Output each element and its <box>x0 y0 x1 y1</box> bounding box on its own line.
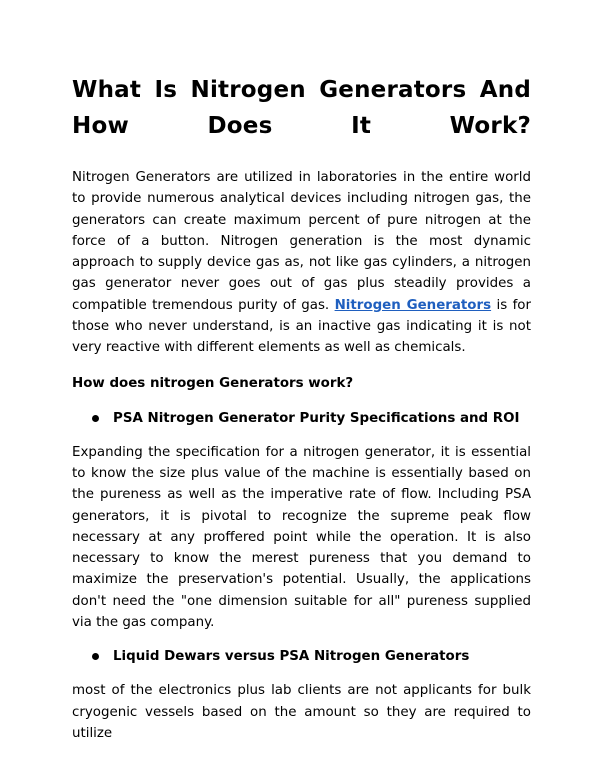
bullet-label: PSA Nitrogen Generator Purity Specifications and ROI <box>113 410 520 426</box>
bullet-item-psa-purity <box>72 408 531 429</box>
bullet-label: Liquid Dewars versus PSA Nitrogen Generators <box>113 649 470 665</box>
document-page <box>72 62 531 757</box>
intro-paragraph <box>72 167 531 359</box>
psa-purity-paragraph: Expanding the specification for a nitrogen generator, it is essential to know the size plus value of the machine is essentially based on the pureness as well as the imperative rate of flow. Including PSA generators, it is pivotal to recognize the supreme peak flow necessary at any proffered point while the operation. It is also necessary to know the merest pureness that you demand to maximize the preservation's potential. Usually, the applications don't need the "one dimension suitable for all" pureness supplied via the gas company. <box>72 444 531 631</box>
bullet-item-liquid-dewars <box>72 646 531 667</box>
liquid-dewars-paragraph: most of the electronics plus lab clients are not applicants for bulk cryogenic vessels based on the amount so they are required to utilize <box>72 683 531 741</box>
bullet-dot-icon <box>92 415 99 422</box>
page-title: What Is Nitrogen Generators And How Does It Work? <box>72 77 531 139</box>
section-subheading: How does nitrogen Generators work? <box>72 375 354 391</box>
intro-text-after-link: is for those who never understand, is an inactive gas indicating it is not very reactive with different elements as well as chemicals. <box>72 297 531 356</box>
nitrogen-generators-link[interactable]: Nitrogen Generators <box>334 297 492 313</box>
bullet-dot-icon <box>92 653 99 660</box>
intro-text-before-link: Nitrogen Generators are utilized in laboratories in the entire world to provide numerous analytical devices including nitrogen gas, the generators can create maximum percent of pure nitrogen at the force of a button. Nitrogen generation is the most dynamic approach to supply device gas as, not like gas cylinders, a nitrogen gas generator never goes out of gas plus steadily provides a compatible tremendous purity of gas. <box>72 170 531 313</box>
